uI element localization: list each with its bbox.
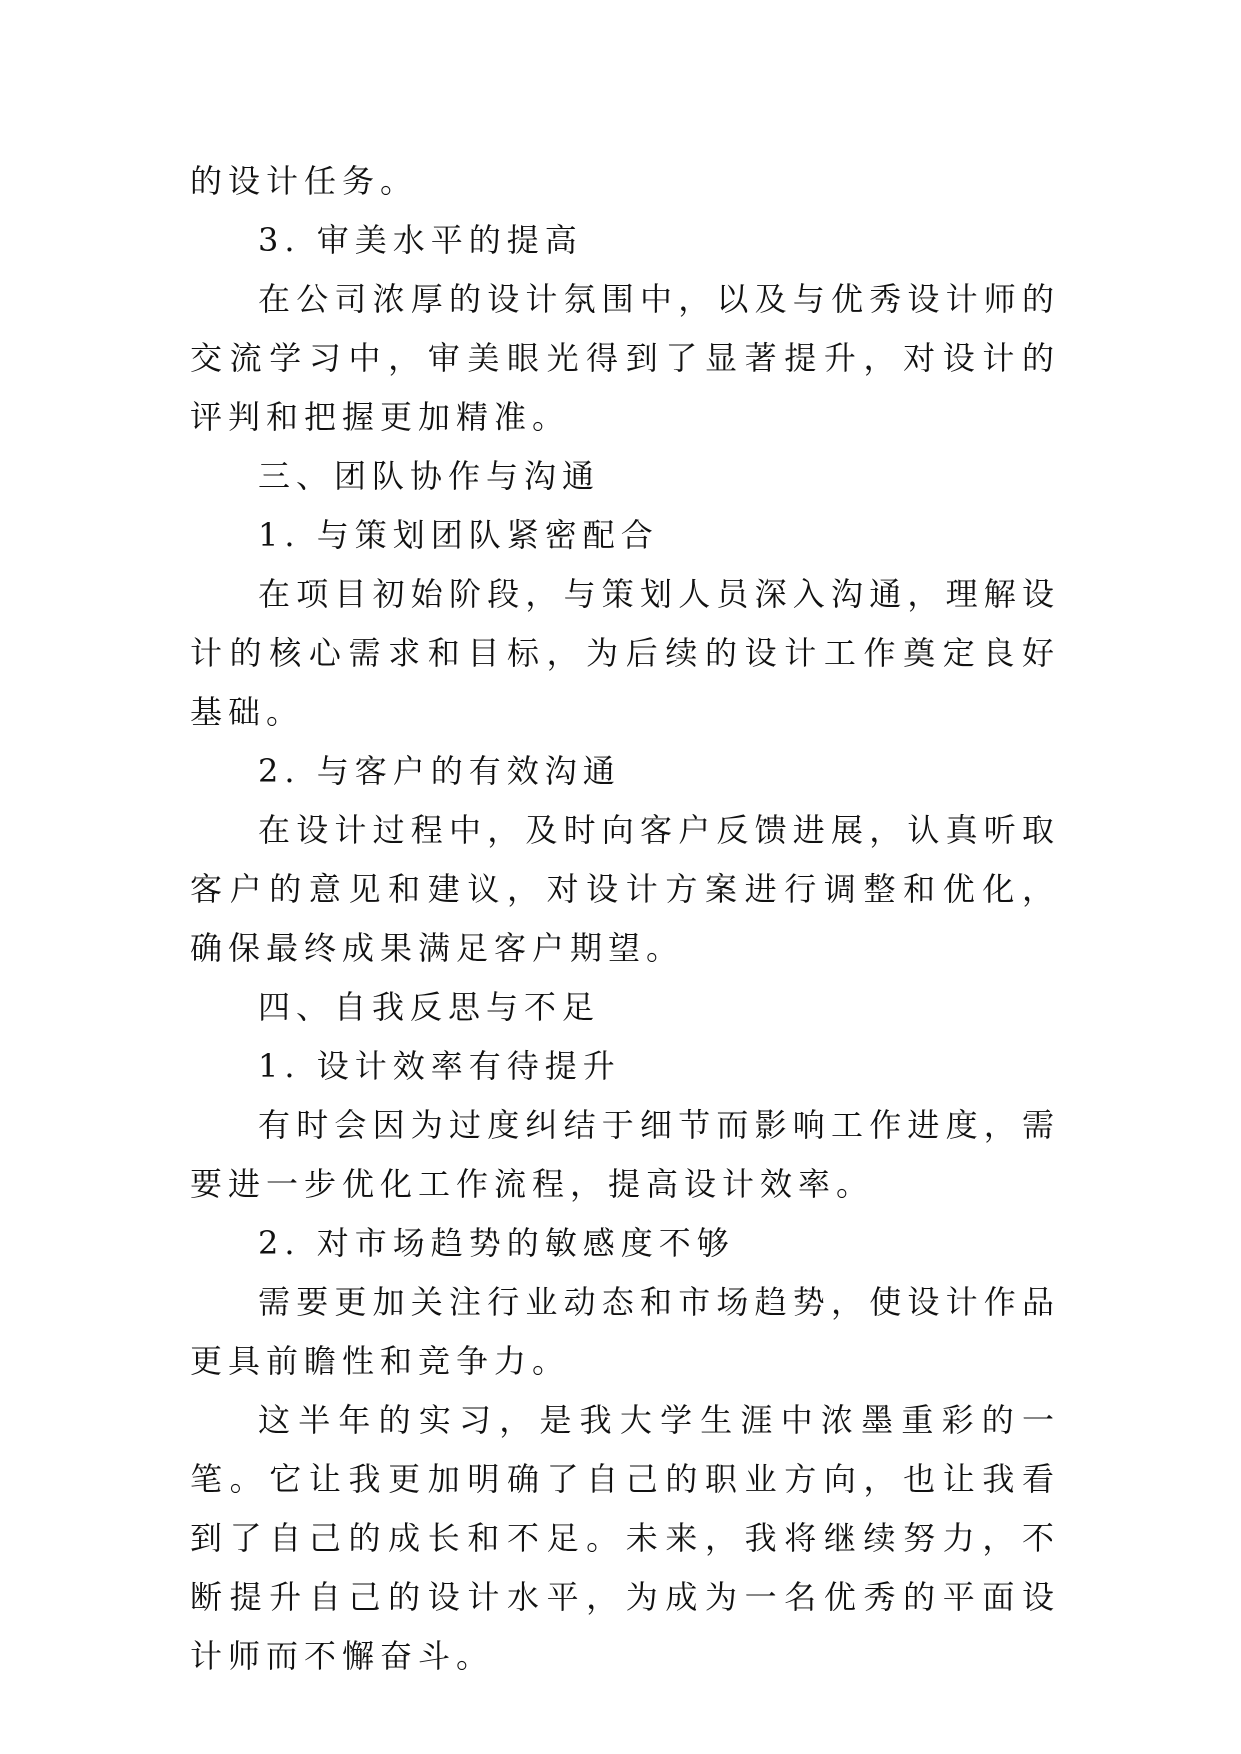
paragraph-aesthetic: 在公司浓厚的设计氛围中，以及与优秀设计师的交流学习中，审美眼光得到了显著提升，对设计的评判和把握更加精准。: [190, 280, 1060, 436]
paragraph-conclusion: 这半年的实习，是我大学生涯中浓墨重彩的一笔。它让我更加明确了自己的职业方向，也让我看到了自己的成长和不足。未来，我将继续努力，不断提升自己的设计水平，为成为一名优秀的平面设计师而不懈奋斗。: [190, 1401, 1060, 1675]
paragraph-continuation: 的设计任务。: [190, 162, 419, 200]
paragraph-market-sensitivity: 需要更加关注行业动态和市场趋势，使设计作品更具前瞻性和竞争力。: [190, 1283, 1060, 1380]
document-body: [190, 152, 1060, 1686]
subheading-planning-team: 1. 与策划团队紧密配合: [258, 516, 659, 554]
subheading-market-sensitivity: 2. 对市场趋势的敏感度不够: [258, 1224, 735, 1262]
paragraph-client-communication: 在设计过程中，及时向客户反馈进展，认真听取客户的意见和建议，对设计方案进行调整和优化，确保最终成果满足客户期望。: [190, 811, 1060, 967]
paragraph-efficiency: 有时会因为过度纠结于细节而影响工作进度，需要进一步优化工作流程，提高设计效率。: [190, 1106, 1060, 1203]
subheading-aesthetic: 3. 审美水平的提高: [258, 221, 583, 259]
subheading-efficiency: 1. 设计效率有待提升: [258, 1047, 621, 1085]
paragraph-planning-team: 在项目初始阶段，与策划人员深入沟通，理解设计的核心需求和目标，为后续的设计工作奠定良好基础。: [190, 575, 1060, 731]
subheading-client-communication: 2. 与客户的有效沟通: [258, 752, 621, 790]
section-heading-teamwork: 三、团队协作与沟通: [258, 457, 601, 495]
section-heading-reflection: 四、自我反思与不足: [258, 988, 601, 1026]
